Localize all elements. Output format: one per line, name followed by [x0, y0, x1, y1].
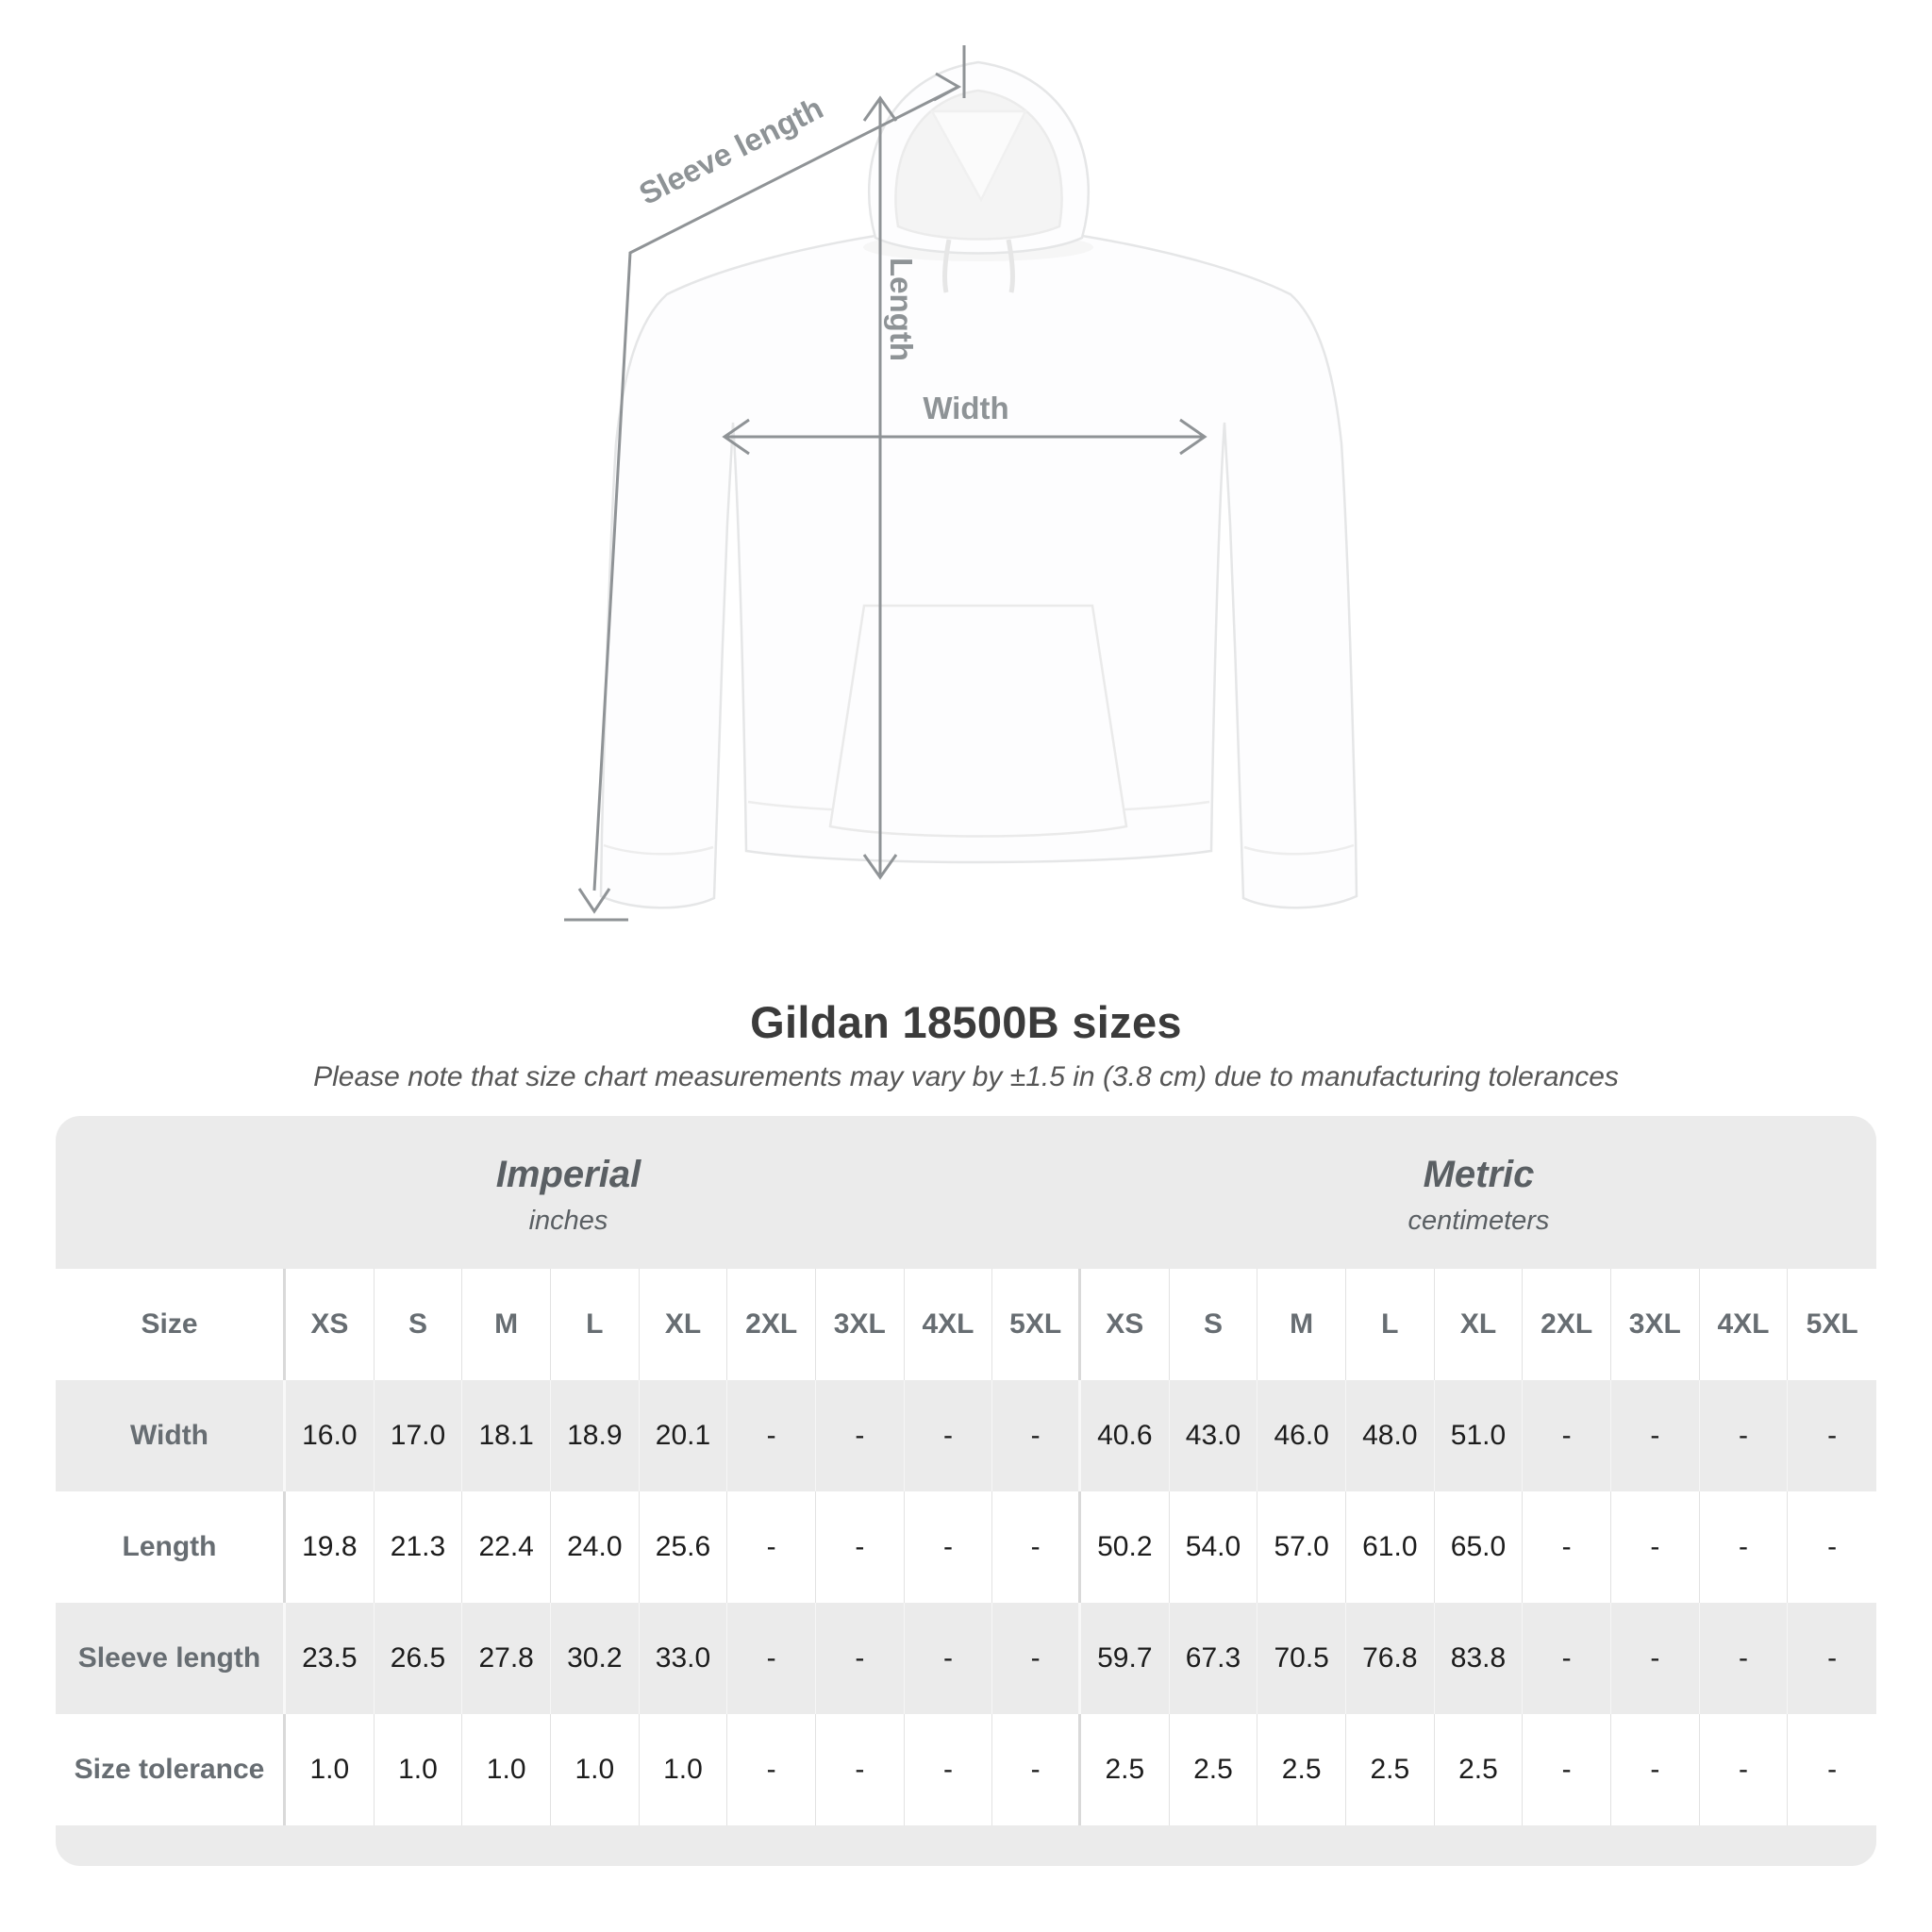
value-imperial: -	[816, 1380, 905, 1491]
unit-group-subtitle: inches	[528, 1206, 608, 1236]
value-imperial: 18.9	[551, 1380, 640, 1491]
value-imperial: -	[992, 1380, 1081, 1491]
value-imperial: -	[905, 1380, 993, 1491]
value-metric: 65.0	[1435, 1491, 1524, 1603]
value-metric: 40.6	[1081, 1380, 1170, 1491]
size-col-header-imperial: 3XL	[816, 1269, 905, 1380]
unit-group-subtitle: centimeters	[1407, 1206, 1550, 1236]
value-metric: -	[1827, 1531, 1838, 1562]
row-label: Size tolerance	[56, 1714, 286, 1825]
value-metric: -	[1611, 1380, 1700, 1491]
value-metric: -	[1827, 1754, 1838, 1785]
size-table-card	[56, 1116, 1876, 1866]
value-imperial: -	[992, 1714, 1081, 1825]
value-imperial: 1.0	[462, 1714, 551, 1825]
value-metric: -	[1700, 1491, 1789, 1603]
value-metric: 51.0	[1435, 1380, 1524, 1491]
value-imperial: 18.1	[462, 1380, 551, 1491]
value-imperial: -	[727, 1714, 816, 1825]
size-col-header-metric: XL	[1435, 1269, 1524, 1380]
value-metric: -	[1523, 1603, 1611, 1714]
value-metric: 2.5	[1170, 1714, 1258, 1825]
size-col-header-imperial: 4XL	[905, 1269, 993, 1380]
value-metric: 43.0	[1170, 1380, 1258, 1491]
value-imperial: 20.1	[640, 1380, 728, 1491]
row-label: Width	[56, 1380, 286, 1491]
value-metric: -	[1611, 1603, 1700, 1714]
value-imperial: 24.0	[551, 1491, 640, 1603]
unit-group-title: Metric	[1423, 1154, 1535, 1195]
value-imperial: 1.0	[640, 1714, 728, 1825]
measurement-row	[56, 1603, 1876, 1714]
value-imperial: -	[816, 1603, 905, 1714]
value-imperial: -	[992, 1603, 1081, 1714]
value-imperial: 1.0	[375, 1714, 463, 1825]
value-imperial: -	[816, 1491, 905, 1603]
size-col-header-imperial: S	[375, 1269, 463, 1380]
value-metric: -	[1523, 1380, 1611, 1491]
value-imperial: 26.5	[375, 1603, 463, 1714]
row-label: Length	[56, 1491, 286, 1603]
size-col-header-metric: M	[1257, 1269, 1346, 1380]
size-col-header-metric: 4XL	[1700, 1269, 1789, 1380]
value-metric: 2.5	[1346, 1714, 1435, 1825]
size-col-header-metric: 3XL	[1611, 1269, 1700, 1380]
size-col-header-metric: L	[1346, 1269, 1435, 1380]
chart-heading	[0, 996, 1932, 1093]
value-metric: 67.3	[1170, 1603, 1258, 1714]
value-imperial: -	[992, 1491, 1081, 1603]
value-metric: -	[1523, 1491, 1611, 1603]
value-metric: 83.8	[1435, 1603, 1524, 1714]
value-metric: -	[1827, 1420, 1838, 1451]
size-col-header-imperial: 5XL	[992, 1269, 1081, 1380]
size-col-header-imperial: XL	[640, 1269, 728, 1380]
unit-header-row	[56, 1116, 1876, 1269]
value-metric: -	[1611, 1714, 1700, 1825]
size-col-header-metric: XS	[1081, 1269, 1170, 1380]
hoodie-garment	[601, 62, 1357, 908]
row-label: Sleeve length	[56, 1603, 286, 1714]
unit-group-title: Imperial	[495, 1154, 641, 1195]
value-metric: 2.5	[1257, 1714, 1346, 1825]
value-metric: 61.0	[1346, 1491, 1435, 1603]
value-imperial: 27.8	[462, 1603, 551, 1714]
size-col-header-imperial: XS	[286, 1269, 375, 1380]
page-title: Gildan 18500B sizes	[750, 997, 1182, 1047]
value-metric: -	[1827, 1642, 1838, 1674]
size-col-header-imperial: 2XL	[727, 1269, 816, 1380]
width-label: Width	[923, 391, 1009, 425]
value-imperial: -	[727, 1491, 816, 1603]
value-imperial: 19.8	[286, 1491, 375, 1603]
value-metric: 2.5	[1081, 1714, 1170, 1825]
measurement-row	[56, 1380, 1876, 1491]
unit-group-metric	[1081, 1116, 1876, 1269]
sleeve-length-label: Sleeve length	[633, 90, 829, 212]
value-metric: 59.7	[1081, 1603, 1170, 1714]
value-metric: 70.5	[1257, 1603, 1346, 1714]
size-col-header-metric: S	[1170, 1269, 1258, 1380]
value-imperial: -	[905, 1603, 993, 1714]
size-column-header: Size	[56, 1269, 286, 1380]
value-imperial: 21.3	[375, 1491, 463, 1603]
value-metric: -	[1700, 1603, 1789, 1714]
value-imperial: -	[816, 1714, 905, 1825]
size-col-header-metric: 2XL	[1523, 1269, 1611, 1380]
size-table	[56, 1269, 1876, 1825]
value-imperial: 1.0	[286, 1714, 375, 1825]
value-imperial: -	[905, 1714, 993, 1825]
kangaroo-pocket	[830, 606, 1126, 837]
value-imperial: -	[727, 1380, 816, 1491]
value-imperial: 25.6	[640, 1491, 728, 1603]
measurement-row	[56, 1714, 1876, 1825]
value-metric: 57.0	[1257, 1491, 1346, 1603]
value-imperial: 1.0	[551, 1714, 640, 1825]
value-imperial: -	[727, 1603, 816, 1714]
value-metric: 50.2	[1081, 1491, 1170, 1603]
value-imperial: 22.4	[462, 1491, 551, 1603]
value-metric: 46.0	[1257, 1380, 1346, 1491]
value-imperial: 33.0	[640, 1603, 728, 1714]
value-metric: 76.8	[1346, 1603, 1435, 1714]
value-metric: -	[1611, 1491, 1700, 1603]
value-imperial: 16.0	[286, 1380, 375, 1491]
value-imperial: 23.5	[286, 1603, 375, 1714]
size-col-header-imperial: M	[462, 1269, 551, 1380]
value-metric: 2.5	[1435, 1714, 1524, 1825]
value-imperial: 17.0	[375, 1380, 463, 1491]
size-col-header-imperial: L	[551, 1269, 640, 1380]
size-col-header-metric: 5XL	[1806, 1308, 1858, 1340]
unit-group-imperial	[56, 1116, 1081, 1269]
size-header-row	[56, 1269, 1876, 1380]
value-metric: 54.0	[1170, 1491, 1258, 1603]
tolerance-note: Please note that size chart measurements may vary by ±1.5 in (3.8 cm) due to manufacturing tolerances	[313, 1061, 1619, 1092]
value-imperial: 30.2	[551, 1603, 640, 1714]
value-metric: -	[1700, 1380, 1789, 1491]
length-label: Length	[884, 258, 919, 361]
value-imperial: -	[905, 1491, 993, 1603]
value-metric: 48.0	[1346, 1380, 1435, 1491]
value-metric: -	[1523, 1714, 1611, 1825]
value-metric: -	[1700, 1714, 1789, 1825]
measurement-row	[56, 1491, 1876, 1603]
